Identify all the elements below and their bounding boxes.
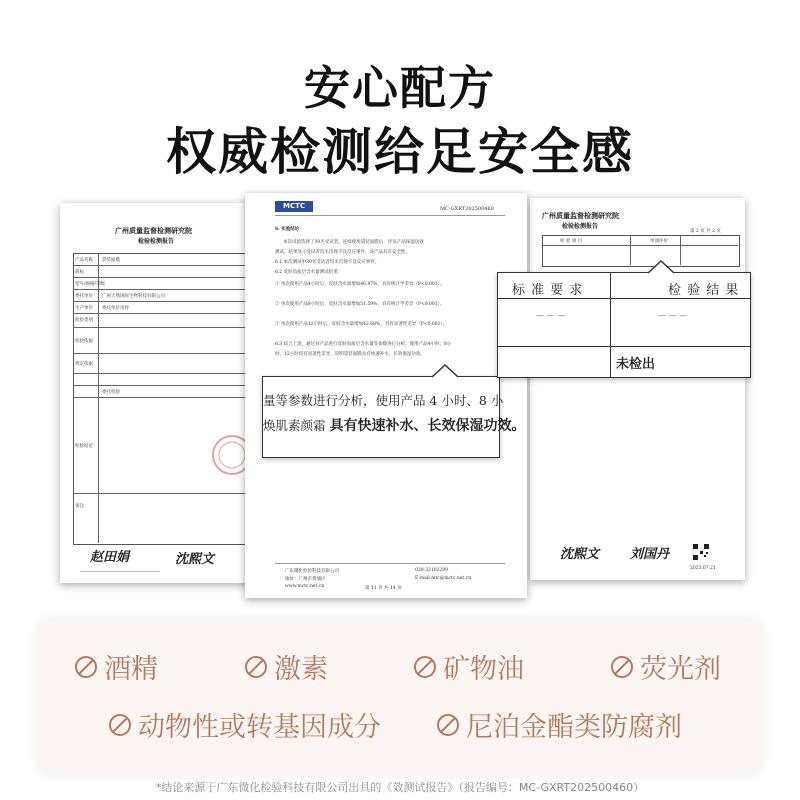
right-zoom-callout: 标 准 要 求 检 验 结 果 — — — — — — 未检出 xyxy=(497,272,751,378)
right-signature-1: 沈熙文 xyxy=(560,547,600,562)
free-from-item: 动物性或转基因成分 xyxy=(108,705,381,744)
mid-report-document: MCTC MC-GXRT202500460 6. 实验结论 本次试验选择了30名受试者，连续使用袋装面膜后，评估产品保湿功效 测试。结果显示受试者均未出现不良反应事件，该产品具有安全性。 6.1 本次测试中30名受试者均未出现不良反应事件。 6.2 皮肤角质层含水量测试结果： ① 单次使用产品4小时后，皮肤含水量增加46.97%，具有统计学差异（P<0.001）。 ② 单次使用产品8小时后，皮肤含水量增加51.59%，具有统计学差异（P<0.001）。 ③ 单次使用产品12小时后，皮肤含水量增加42.68%，具有显著性差异（P<0.001）。 6.3 综合上述，通过对产品进行皮肤角质层含水量等参数进行分析，使用产品4小时、8小 时、12小时均有显著性差异。说明袋装面膜具有快速补水、长效保湿功效。 广东微化检验科技有限公司 029-32102299 地址：广州市黄埔区 E-mail:mtc@mctc.net.cn www.mctc.net.cn 第 11 页 共 14 页 xyxy=(245,193,527,598)
prohibited-icon xyxy=(436,713,460,737)
mid-report-number: MC-GXRT202500460 xyxy=(440,206,494,212)
prohibited-icon xyxy=(108,713,132,737)
free-from-item: 酒精 xyxy=(74,647,158,686)
qr-code-icon xyxy=(693,544,709,560)
prohibited-icon xyxy=(413,655,437,679)
left-report-subtitle: 检验检测报告 xyxy=(138,238,175,245)
mid-zoom-line2-bold: 具有快速补水、长效保湿功效。 xyxy=(329,418,526,434)
prohibited-icon xyxy=(74,655,98,679)
right-signature-2: 刘国丹 xyxy=(630,547,670,562)
mctc-logo: MCTC xyxy=(275,201,313,212)
mid-zoom-line1: 量等参数进行分析，使用产品 4 小时、8 小 xyxy=(263,393,504,408)
headline-line1: 安心配方 xyxy=(304,61,496,115)
right-report-document: 广州质量监督检测研究院 检验检测报告 第 2 页 共 2 页 检 验 项 目 单项评价 沈熙文 刘国丹 2023.07.21 xyxy=(530,198,745,580)
footnote: *结论来源于广东微化检验科技有限公司出具的《效测试报告》（报告编号：MC-GXRT202500460） xyxy=(155,781,645,794)
right-report-org: 广州质量监督检测研究院 xyxy=(542,211,619,220)
left-signature-1: 赵田娟 xyxy=(90,550,130,565)
free-from-panel xyxy=(36,617,764,777)
right-zoom-result: 未检出 xyxy=(616,357,656,372)
mid-zoom-line2-normal: 焕肌素颜霜 xyxy=(263,418,330,433)
right-zoom-col2: 检 验 结 果 xyxy=(668,283,740,298)
prohibited-icon xyxy=(244,655,268,679)
left-report-org: 广州质量监督检测研究院 xyxy=(115,226,192,235)
callout-pointer-icon-right xyxy=(648,260,674,274)
free-from-item: 激素 xyxy=(244,647,328,686)
right-report-subtitle: 检验检测报告 xyxy=(562,223,599,230)
left-report-document: 广州质量监督检测研究院 检验检测报告 产品名称 商标 型号/规格/等级 委托单位 生产单位 检验类别 检验依据 判定依据 检验结论 备注 袋装面膜 广州天然国际生物科技有限公司 委托单位送样 委托检验 赵田娟 沈熙文 xyxy=(60,203,260,583)
headline-line2: 权威检测给足安全感 xyxy=(166,123,634,181)
right-zoom-col1: 标 准 要 求 xyxy=(512,283,584,298)
mid-zoom-callout xyxy=(262,376,526,458)
callout-pointer-icon xyxy=(432,364,458,378)
free-from-item: 尼泊金酯类防腐剂 xyxy=(436,705,682,744)
free-from-item: 矿物油 xyxy=(413,647,524,686)
left-report-table xyxy=(73,253,257,545)
left-signature-2: 沈熙文 xyxy=(175,552,215,567)
free-from-item: 荧光剂 xyxy=(610,647,721,686)
prohibited-icon xyxy=(610,655,634,679)
